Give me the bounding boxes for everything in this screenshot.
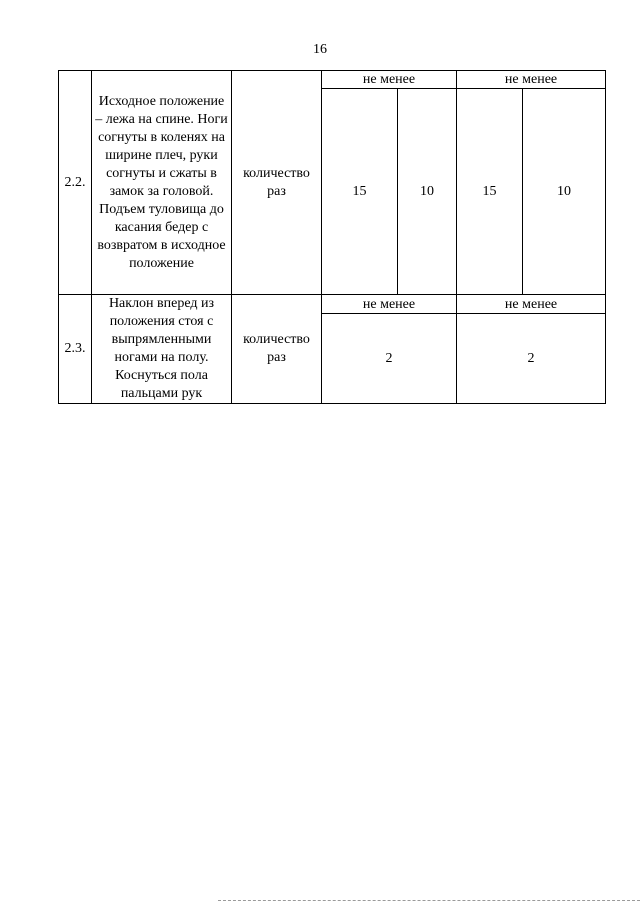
standards-table	[58, 70, 606, 404]
group-header: не менее	[322, 71, 457, 89]
value-cell: 10	[398, 89, 457, 295]
exercise-description: Исходное положение – лежа на спине. Ноги согнуты в коленях на ширине плеч, руки согнуты и сжаты в замок за головой. Подъем туловища до касания бедер с возвратом в исходное положение	[92, 71, 232, 295]
group-header: не менее	[457, 71, 606, 89]
value-cell: 2	[457, 314, 606, 404]
group-header: не менее	[457, 295, 606, 314]
unit-cell: количество раз	[232, 295, 322, 404]
value-cell: 15	[322, 89, 398, 295]
table-row	[59, 71, 606, 89]
exercise-description: Наклон вперед из положения стоя с выпрямленными ногами на полу. Коснуться пола пальцами рук	[92, 295, 232, 404]
value-cell: 10	[523, 89, 606, 295]
scan-edge-line	[218, 900, 640, 901]
unit-cell: количество раз	[232, 71, 322, 295]
row-number: 2.3.	[59, 295, 92, 404]
value-cell: 2	[322, 314, 457, 404]
page-number: 16	[313, 42, 327, 57]
row-number: 2.2.	[59, 71, 92, 295]
table-row	[59, 295, 606, 314]
value-cell: 15	[457, 89, 523, 295]
group-header: не менее	[322, 295, 457, 314]
